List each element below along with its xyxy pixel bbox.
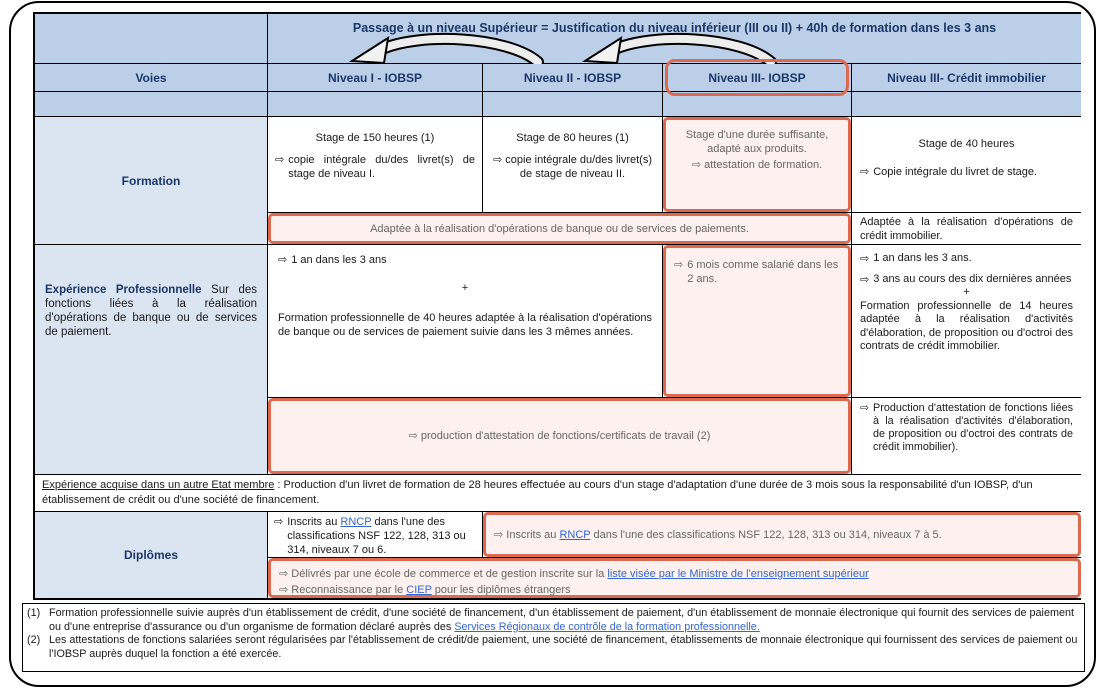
experience-credit-cell [852, 245, 1081, 398]
arrow-icon: ⇨ [279, 567, 289, 580]
plus-sign: + [963, 286, 970, 298]
spacer-cell [663, 92, 852, 117]
experience-credit-item3: Formation professionnelle de 14 heures adaptée à la réalisation d'activités d'élaboration, de proposition ou d'octroi des contrats de crédit immobilier. [860, 299, 1073, 352]
experience-niveau3-cell [663, 245, 852, 398]
footnote-1-number: (1) [27, 607, 41, 619]
experience-credit-item2: 3 ans au cours des dix dernières années [873, 272, 1072, 285]
diplomes-niveau1-text: Inscrits au [287, 516, 341, 528]
col-header-niveau3-iobsp: Niveau III- IOBSP [663, 64, 852, 92]
diplomes-delivres-cell [268, 558, 1081, 598]
arrow-icon: ⇨ [860, 272, 870, 286]
formation-niveau3-cell [663, 117, 852, 213]
col-header-niveau1: Niveau I - IOBSP [268, 64, 483, 92]
spacer-cell [483, 92, 663, 117]
title-banner [268, 14, 1081, 64]
stage-150-title: Stage de 150 heures (1) [315, 132, 435, 144]
diplomes-n345-suffix: dans l'une des classifications NSF 122, 128, 313 ou 314, niveaux 7 à 5. [590, 528, 942, 541]
experience-niveau12-cell [268, 245, 663, 398]
arrow-icon: ⇨ [674, 258, 684, 271]
diplomes-n345-cell [483, 512, 1081, 558]
experience-credit-item1: 1 an dans les 3 ans. [873, 252, 972, 264]
formation-niveau3-highlight-box [663, 117, 851, 212]
spacer-cell [852, 92, 1081, 117]
experience-niveau3-highlight-box [663, 245, 851, 397]
attestation-text: production d'attestation de fonctions/certificats de travail (2) [420, 430, 711, 442]
attestation-highlight-box [268, 398, 851, 474]
table-title: Passage à un niveau Supérieur = Justification du niveau inférieur (III ou II) + 40h de formation dans les 3 ans [352, 21, 997, 35]
formation-credit-detail: Copie intégrale du livret de stage. [873, 166, 1038, 178]
row-label-formation: Formation [35, 117, 268, 245]
arrow-icon: ⇨ [860, 401, 870, 414]
ciep-link[interactable]: CIEP [406, 584, 432, 596]
adapted-banque-highlight-box [268, 213, 851, 244]
formation-niveau2-cell [483, 117, 663, 213]
experience-formation40-text: Formation professionnelle de 40 heures adaptée à la réalisation d'opérations de banque ou de services de paiement suivie dans les 3 mêmes années. [278, 312, 652, 338]
reconnaissance-text: Reconnaissance par le [291, 584, 407, 596]
arrow-icon: ⇨ [275, 153, 285, 166]
iobsp-levels-table [33, 12, 1081, 600]
stage-80-title: Stage de 80 heures (1) [516, 132, 629, 144]
diplomes-delivres-highlight-box [268, 558, 1081, 598]
passage-arrows [268, 31, 1081, 67]
formation-credit-cell [852, 117, 1081, 213]
row-label-experience [35, 245, 268, 475]
formation-niveau2-detail: copie intégrale du/des livret(s) de stage de niveau II. [505, 154, 653, 180]
rncp-link[interactable]: RNCP [340, 516, 372, 528]
title-row-blank-cell [35, 14, 268, 64]
arrow-icon: ⇨ [860, 165, 870, 178]
formation-niveau1-detail: copie intégrale du/des livret(s) de stage de niveau I. [288, 154, 475, 180]
experience-credit-attestation-cell [852, 398, 1081, 475]
experience-attestation-cell [268, 398, 852, 475]
arrow-icon: ⇨ [408, 429, 418, 442]
credit-attestation-text: Production d'attestation de fonctions liées à la réalisation d'activités d'élaboration, de proposition ou d'octroi des contrats de crédit immobilier). [873, 402, 1073, 453]
spacer-cell [268, 92, 483, 117]
formation-niveau3-line1: Stage d'une durée suffisante, adapté aux produits. [685, 129, 829, 155]
adapted-credit-text: Adaptée à la réalisation d'opérations de crédit immobilier. [860, 216, 1073, 242]
reconnaissance-suffix: pour les diplômes étrangers [431, 584, 571, 596]
adapted-banque-text: Adaptée à la réalisation d'opérations de banque ou de services de paiements. [370, 222, 749, 235]
footnote-1-text: Formation professionnelle suivie auprès d'un établissement de crédit, d'une société de financement, d'un établissement de paiement, d'un établissement de monnaie électronique qui fournit des services de paiement ou d'une entreprise d'assurance ou d'un organisme de formation déclaré auprès des [49, 607, 1074, 633]
footnote-2-number: (2) [27, 634, 41, 647]
formation-niveau3-detail: attestation de formation. [704, 159, 823, 171]
diplomes-niveau1-suffix: dans l'une des classifications NSF 122, 128, 313 ou 314, niveaux 7 ou 6. [287, 516, 466, 556]
arrow-icon: ⇨ [274, 515, 284, 528]
plus-sign: + [461, 282, 469, 294]
experience-label-rest: Sur des fonctions liées à la réalisation d'opérations de banque ou de services de paiement. [45, 284, 258, 338]
formation-niveau1-cell [268, 117, 483, 213]
formation-adapted-credit-cell [852, 213, 1081, 245]
arrow-icon: ⇨ [279, 583, 289, 596]
arrow-icon: ⇨ [860, 252, 870, 265]
etat-membre-row [35, 475, 1081, 512]
spacer-cell [35, 92, 268, 117]
experience-6mois-text: 6 mois comme salarié dans les 2 ans. [687, 259, 839, 285]
col-header-niveau3-credit: Niveau III- Crédit immobilier [852, 64, 1081, 92]
experience-1an-item: 1 an dans les 3 ans [291, 254, 387, 266]
diplomes-rncp-highlight-box [483, 512, 1081, 557]
arrow-icon: ⇨ [691, 158, 702, 171]
experience-label-bold: Expérience Professionnelle [45, 284, 202, 296]
stage-40-title: Stage de 40 heures [918, 138, 1015, 150]
swoosh-arrow-icon [585, 38, 771, 63]
footnote-1 [27, 607, 1078, 634]
row-label-diplomes: Diplômes [35, 512, 268, 598]
ministre-liste-link[interactable]: liste visée par le Ministre de l'enseignement supérieur [607, 568, 869, 580]
col-header-voies: Voies [35, 64, 268, 92]
formation-adapted-banque-cell [268, 213, 852, 245]
diplomes-niveau1-cell [268, 512, 483, 558]
arrow-icon: ⇨ [278, 253, 288, 266]
etat-membre-underlined: Expérience acquise dans un autre Etat membre [42, 479, 275, 491]
footnotes-box [22, 603, 1085, 672]
arrow-icon: ⇨ [492, 153, 503, 166]
col-header-niveau2: Niveau II - IOBSP [483, 64, 663, 92]
footnote-2 [27, 634, 1078, 661]
etat-membre-rest: : Production d'un livret de formation de 28 heures effectuée au cours d'un stage d'adaptation d'une durée de 3 mois sous la responsabilité d'un IOBSP, d'un établissement de crédit ou d'une société de financement. [42, 479, 1033, 506]
arrow-icon: ⇨ [494, 527, 504, 541]
rncp-link[interactable]: RNCP [559, 528, 591, 541]
footnote-2-text: Les attestations de fonctions salariées seront régularisées par l'établissement de crédit/de paiement, une société de financement, établissements de monnaie électronique qui fournissent des services de paiement ou l'IOBSP auprès duquel la fonction a été exercée. [49, 634, 1078, 660]
diplomes-n345-prefix: Inscrits au [506, 528, 560, 541]
services-regionaux-link[interactable]: Services Régionaux de contrôle de la formation professionnelle. [454, 620, 760, 633]
swoosh-arrow-icon [352, 38, 538, 63]
delivres-text: Délivrés par une école de commerce et de gestion inscrite sur la [291, 568, 608, 580]
